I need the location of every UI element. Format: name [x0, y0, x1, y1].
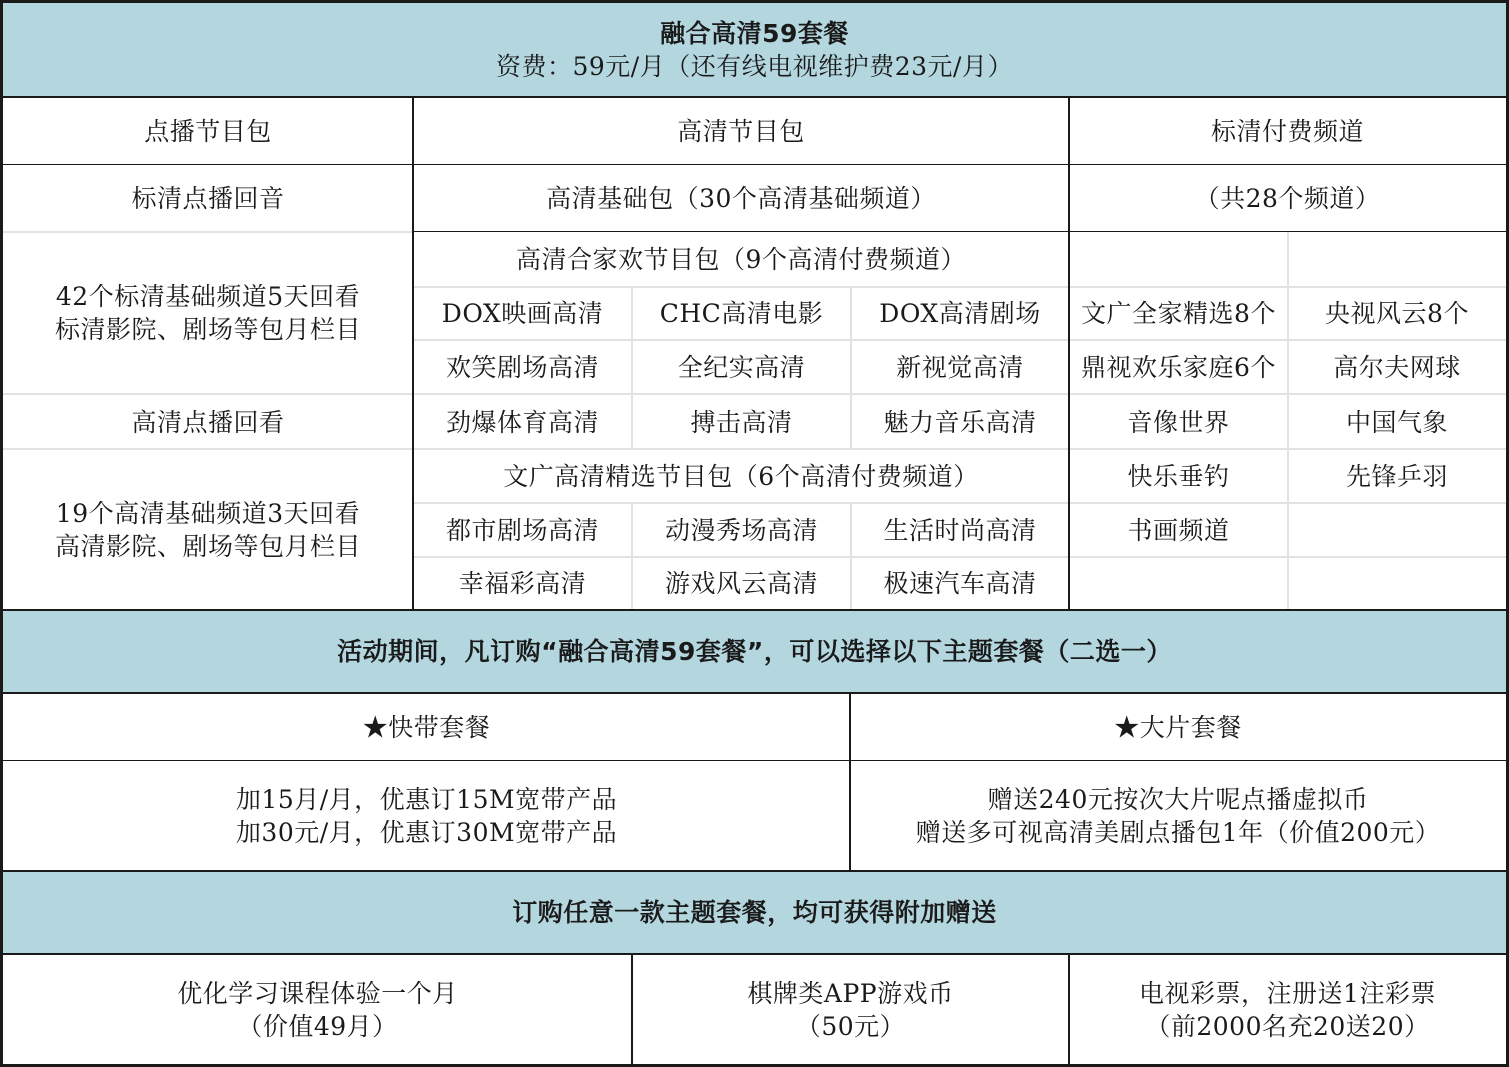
sd-channel: 书画频道: [1127, 516, 1230, 545]
broadband-offer-line: 加15月/月，优惠订15M宽带产品: [235, 784, 618, 814]
sd-channel: 鼎视欢乐家庭6个: [1081, 353, 1276, 382]
family-pack-title: 高清合家欢节目包（9个高清付费频道）: [516, 244, 966, 274]
grid-line: [3, 448, 413, 450]
border-line: [0, 0, 3, 1067]
hd-channel: 搏击高清: [690, 407, 793, 437]
hd-channel: 魅力音乐高清: [883, 407, 1037, 437]
hd-channel: 全纪实高清: [677, 353, 806, 382]
broadband-offer-line: 加30元/月，优惠订30M宽带产品: [235, 817, 618, 847]
sd-channel: 央视风云8个: [1325, 299, 1469, 328]
hd-channel: 欢笑剧场高清: [445, 353, 599, 382]
border-line: [0, 609, 1509, 611]
grid-line: [850, 394, 852, 450]
grid-line: [631, 287, 633, 394]
sd-paid-header: 标清付费频道: [1210, 116, 1364, 146]
sd-channel: 中国气象: [1345, 407, 1448, 437]
hd-replay-label: 高清点播回看: [131, 407, 285, 437]
movie-offer-line: 赠送多可视高清美剧点播包1年（价值200元）: [915, 817, 1441, 847]
border-line: [0, 0, 1509, 3]
sd-channel: 音像世界: [1127, 407, 1230, 437]
border-line: [0, 692, 1509, 694]
movie-package-title: ★大片套餐: [1114, 712, 1242, 742]
hd-channel: 都市剧场高清: [445, 516, 599, 545]
grid-line: [1287, 232, 1289, 610]
hd-channel: 极速汽车高清: [883, 569, 1037, 598]
hd-channel: 游戏风云高清: [664, 569, 818, 598]
border-line: [0, 96, 1509, 98]
movie-package-details: [850, 761, 1506, 870]
grid-line: [413, 393, 1506, 395]
bonus-item-name: 电视彩票，注册送1注彩票: [1139, 978, 1436, 1008]
hd-channel: CHC高清电影: [659, 299, 824, 328]
bonus-item-value: （价值49月）: [237, 1011, 398, 1041]
bonus-item-value: （前2000名充20送20）: [1145, 1011, 1430, 1041]
sd-replay-desc-line: 42个标清基础频道5天回看: [55, 282, 361, 311]
hd-channel: 生活时尚高清: [883, 516, 1037, 545]
border-line: [412, 98, 414, 610]
grid-line: [413, 556, 1506, 558]
grid-line: [850, 287, 852, 394]
sd-replay-label: 标清点播回音: [131, 183, 285, 213]
grid-line: [413, 448, 1506, 450]
border-line: [0, 870, 1509, 872]
grid-line: [3, 393, 413, 395]
vod-header: 点播节目包: [144, 116, 272, 146]
border-line: [0, 164, 1509, 165]
bonus-item-name: 棋牌类APP游戏币: [747, 978, 954, 1008]
bonus-item-name: 优化学习课程体验一个月: [177, 978, 458, 1008]
hd-channel: 幸福彩高清: [458, 569, 587, 598]
bonus-header: 订购任意一款主题套餐，均可获得附加赠送: [3, 872, 1506, 953]
package-title: 融合高清59套餐: [660, 18, 849, 48]
sd-replay-desc-line: 标清影院、剧场等包月栏目: [54, 315, 361, 344]
hd-channel: 新视觉高清: [896, 353, 1024, 382]
grid-line: [3, 231, 413, 233]
hd-replay-desc: [3, 450, 413, 609]
bonus-item-value: （50元）: [795, 1011, 906, 1041]
bonus-item: [1069, 955, 1506, 1064]
hd-channel: DOX高清剧场: [879, 299, 1041, 328]
border-line: [0, 760, 1509, 761]
broadband-package-details: [3, 761, 850, 870]
broadband-package-title: ★快带套餐: [362, 712, 491, 742]
hd-basic-pack: 高清基础包（30个高清基础频道）: [546, 183, 936, 213]
border-line: [413, 231, 1509, 232]
hd-channel: DOX映画高清: [441, 299, 604, 328]
grid-line: [413, 339, 1506, 341]
border-line: [1068, 98, 1070, 610]
bonus-item: [632, 955, 1069, 1064]
grid-line: [850, 504, 852, 610]
sd-channel: 高尔夫网球: [1333, 353, 1461, 382]
sd-channel: 快乐垂钓: [1127, 462, 1230, 491]
sd-channel: 先锋乒羽: [1345, 462, 1448, 491]
border-line: [1068, 955, 1070, 1065]
grid-line: [631, 504, 633, 610]
grid-line: [413, 502, 1506, 504]
sd-paid-total: （共28个频道）: [1194, 183, 1381, 213]
grid-line: [631, 394, 633, 450]
border-line: [631, 955, 633, 1065]
sd-channel: [1288, 504, 1506, 557]
sd-replay-desc: [3, 232, 413, 394]
grid-line: [413, 286, 1506, 288]
promo-header: 活动期间，凡订购“融合高清59套餐”，可以选择以下主题套餐（二选一）: [3, 611, 1506, 692]
hd-channel: 动漫秀场高清: [664, 516, 818, 545]
wenguang-pack-title: 文广高清精选节目包（6个高清付费频道）: [503, 462, 979, 491]
border-line: [0, 953, 1509, 955]
package-fee: 资费：59元/月（还有线电视维护费23元/月）: [496, 51, 1013, 81]
hd-replay-desc-line: 高清影院、剧场等包月栏目: [54, 531, 361, 561]
hd-channel: 劲爆体育高清: [445, 407, 599, 437]
movie-offer-line: 赠送240元按次大片呢点播虚拟币: [987, 784, 1369, 814]
border-line: [849, 694, 851, 871]
title-header: [3, 3, 1506, 96]
bonus-item: [3, 955, 632, 1064]
hd-replay-desc-line: 19个高清基础频道3天回看: [55, 498, 361, 528]
sd-channel: 文广全家精选8个: [1081, 299, 1276, 328]
hd-header: 高清节目包: [677, 116, 805, 146]
